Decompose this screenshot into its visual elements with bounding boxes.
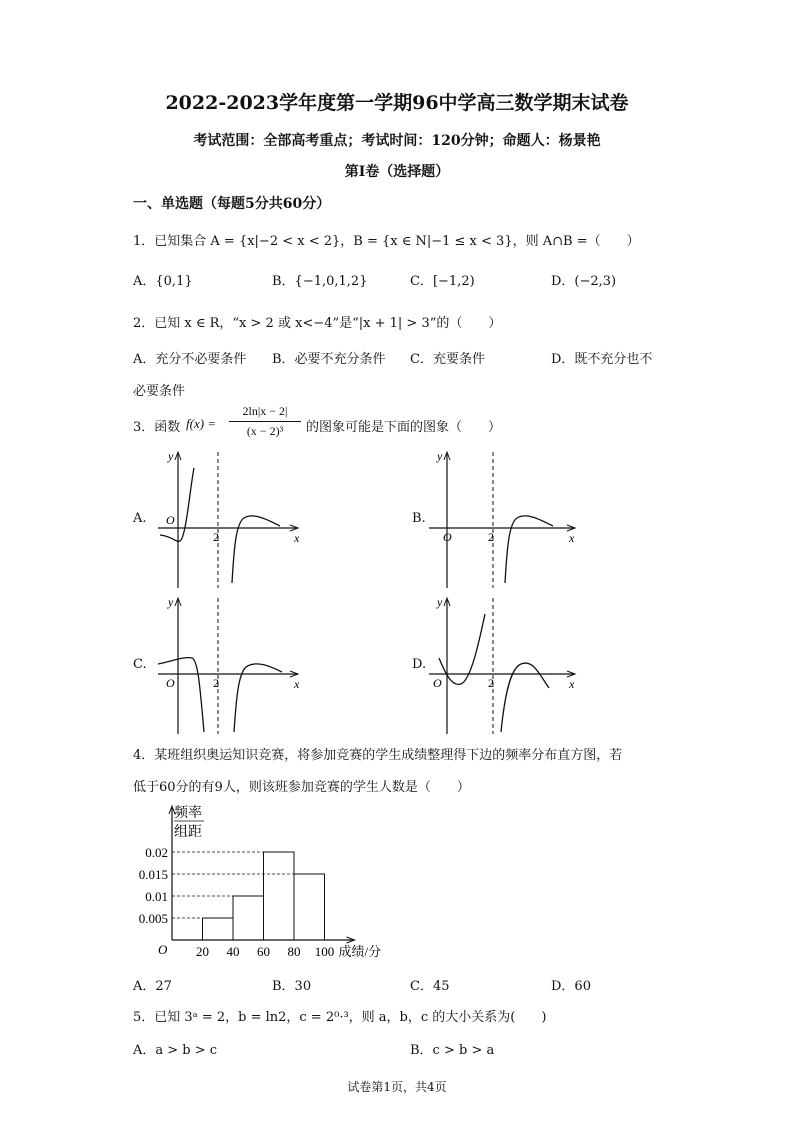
q4-option-a: A．27	[133, 979, 172, 994]
q3-graph-d	[425, 592, 585, 737]
q4-option-b: B．30	[272, 979, 312, 994]
q2-option-d-wrap: 必要条件	[133, 384, 186, 399]
part-title: 第I卷（选择题）	[344, 164, 450, 180]
q1-option-a: A．{0,1}	[133, 274, 193, 289]
q3-graph-c	[150, 592, 310, 737]
axis-x-label: x	[569, 677, 575, 691]
axis-y-label: y	[168, 595, 174, 609]
q1-stem: 1．已知集合 A = {x|−2 < x < 2}，B = {x ∈ N|−1 ≤ x < 3}，则 A∩B =（ ）	[133, 234, 640, 249]
axis-y-label: y	[168, 449, 174, 463]
frequency-histogram	[130, 800, 410, 965]
origin-label: O	[166, 676, 175, 690]
q3-numerator: 2ln|x − 2|	[242, 404, 288, 418]
y-axis-label-denominator: 组距	[174, 825, 202, 840]
q2-option-c: C．充要条件	[410, 352, 485, 367]
q4-option-c: C．45	[410, 979, 450, 994]
page-footer: 试卷第1页，共4页	[347, 1080, 447, 1094]
q1-option-d: D．(−2,3)	[551, 274, 617, 289]
q3-option-a-label: A.	[133, 511, 147, 526]
axis-y-label: y	[437, 449, 443, 463]
exam-info: 考试范围：全部高考重点；考试时间：120分钟；命题人：杨景艳	[193, 133, 601, 149]
y-tick-label: 0.01	[145, 889, 168, 904]
q2-option-b: B．必要不充分条件	[272, 352, 386, 367]
tick-2-label: 2	[213, 676, 219, 690]
q5-stem: 5．已知 3ᵃ = 2，b = ln2，c = 2⁰·³，则 a，b，c 的大小关系为( )	[133, 1010, 547, 1025]
q3-stem-pre: 3．函数	[133, 420, 181, 435]
q2-option-a: A．充分不必要条件	[133, 352, 247, 367]
origin-label: O	[443, 530, 452, 544]
q3-denominator: (x − 2)³	[246, 424, 284, 438]
q3-option-d-label: D.	[412, 657, 427, 672]
q3-stem-post: 的图象可能是下面的图象（ ）	[306, 420, 502, 435]
q1-option-b: B．{−1,0,1,2}	[272, 274, 368, 289]
q4-option-d: D．60	[551, 979, 591, 994]
y-axis-label-numerator: 频率	[174, 806, 202, 821]
q2-stem: 2．已知 x ∈ R，“x > 2 或 x<−4”是“|x + 1| > 3”的（ ）	[133, 316, 502, 331]
histogram-bar	[264, 852, 295, 940]
tick-2-label: 2	[488, 530, 494, 544]
y-tick-label: 0.015	[138, 867, 168, 882]
axis-x-label: x	[294, 677, 300, 691]
axis-x-label: x	[294, 531, 300, 545]
q5-option-a: A．a > b > c	[133, 1043, 218, 1058]
tick-2-label: 2	[213, 530, 219, 544]
q3-fraction-bar	[229, 421, 301, 422]
origin-label: O	[158, 942, 168, 957]
q4-stem-line1: 4．某班组织奥运知识竞赛，将参加竞赛的学生成绩整理得下边的频率分布直方图，若	[133, 748, 623, 763]
x-tick-label: 100	[314, 944, 335, 959]
q3-graph-b	[425, 448, 585, 593]
x-tick-label: 20	[196, 944, 209, 959]
histogram-bar	[203, 918, 234, 940]
x-tick-label: 60	[257, 944, 270, 959]
q2-option-d: D．既不充分也不	[551, 352, 653, 367]
q3-option-b-label: B.	[412, 511, 426, 526]
histogram-bar	[294, 874, 325, 940]
tick-2-label: 2	[488, 676, 494, 690]
q4-stem-line2: 低于60分的有9人，则该班参加竞赛的学生人数是（ ）	[133, 780, 470, 795]
axis-x-label: x	[569, 531, 575, 545]
q3-option-c-label: C.	[133, 657, 147, 672]
exam-title: 2022-2023学年度第一学期96中学高三数学期末试卷	[165, 92, 629, 114]
q5-option-b: B．c > b > a	[410, 1043, 495, 1058]
x-axis-label: 成绩/分	[338, 944, 382, 959]
axis-y-label: y	[437, 595, 443, 609]
origin-label: O	[166, 513, 175, 527]
q3-graph-a	[150, 448, 310, 593]
x-tick-label: 40	[226, 944, 240, 959]
histogram-bar	[233, 896, 264, 940]
y-tick-label: 0.005	[138, 911, 168, 926]
origin-label: O	[433, 676, 442, 690]
x-tick-label: 80	[287, 944, 301, 959]
q3-fx: f(x) =	[186, 416, 217, 431]
y-tick-label: 0.02	[145, 845, 168, 860]
section-title: 一、单选题（每题5分共60分）	[133, 196, 331, 212]
q1-option-c: C．[−1,2)	[410, 274, 475, 289]
